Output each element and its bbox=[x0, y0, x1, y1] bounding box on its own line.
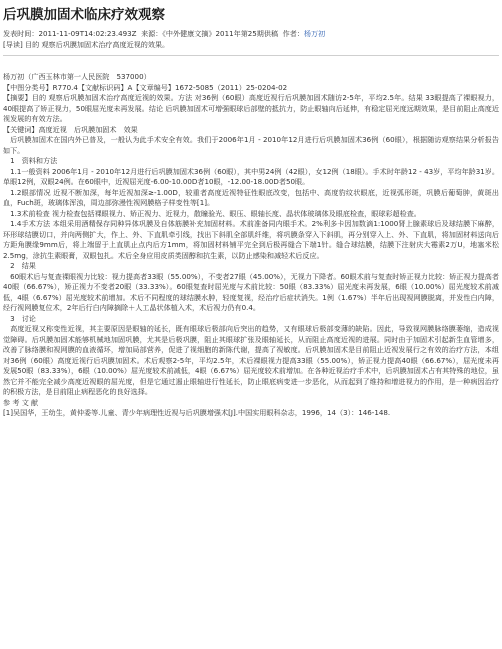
results-paragraph: 60眼术后与复查裸眼视力比较：视力提高者33眼（55.00%），不变者27眼（45.00%），无视力下降者。60眼术前与复查时矫正视力比较：矫正视力提高者40眼（66.67%），矫正视力不变者20眼（33.33%）。60眼复查时屈光度与术前比较：50眼（83.33%）屈光度未再发展，6眼（10.00%）屈光度较术前减低，4眼（6.67%）屈光度较术前增加。术后不同程度的球结膜水肿，轻度复视，经治疗后症状消失。1例（1.67%）半年后出现视网膜脱离，并发性白内障，经行视网膜复位术，2年后行白内障摘除＋人工晶状体植入术，术后视力仍有0.4。 bbox=[3, 271, 499, 312]
article-body bbox=[3, 72, 499, 419]
classification-line: 【中图分类号】R770.4【文献标识码】A【文章编号】1672-5085（2011）25-0204-02 bbox=[3, 82, 288, 92]
section-1-3: 1.3术前检查 视力检查包括裸眼视力、矫正视力、近视力，散瞳验光、眼压、眼轴长度、晶状体玻璃体及眼底检查，眼球彩超检查。 bbox=[10, 208, 421, 218]
author-link[interactable]: 杨万初 bbox=[303, 29, 326, 38]
section-1-1: 1.1一般资料 2006年1月 - 2010年12月进行后巩膜加固术36例（60眼），其中男24例（42眼），女12例（18眼）。手术时年龄12 - 43岁，平均年龄31岁。单眼12例，双眼24例。在60眼中，近视屈光度-6.00-10.00D者10眼，-12.00-18.00D者50眼。 bbox=[3, 166, 499, 186]
header-divider bbox=[3, 55, 499, 56]
article-title: 后巩膜加固术临床疗效观察 bbox=[3, 7, 165, 23]
section-3-title: 3 讨论 bbox=[10, 313, 36, 323]
author-affiliation: 杨万初（广西玉林市第一人民医院 537000） bbox=[3, 72, 151, 81]
publish-time: 2011-11-09T14:02:23.493Z bbox=[38, 29, 137, 38]
section-1-2: 1.2眼部情况 近视不断加深，每年近视加深≥-1.00D，较重者高度近视特征性眼底改变，包括中、高度豹纹状眼底，近视弧形斑，巩膜后葡萄肿，黄斑出血，Fuch斑，玻璃体浑浊，周边部弥漫性视网膜格子样变性等[1]。 bbox=[3, 187, 499, 207]
references-title: 参 考 文 献 bbox=[3, 397, 39, 407]
publish-meta-line bbox=[3, 29, 499, 40]
guide-text: 目的 观察后巩膜加固术治疗高度近视的效果。 bbox=[25, 40, 170, 49]
section-1-title: 1 资料和方法 bbox=[10, 156, 58, 165]
abstract: 【摘要】目的 观察后巩膜加固术治疗高度近视的效果。方法 对36例（60眼）高度近视行后巩膜加固术随访2-5年，平均2.5年。结果 33眼提高了裸眼视力，40眼提高了矫正视力，50眼屈光度未再发展。结论 后巩膜加固术可增强眼球后部壁的抵抗力，防止眼轴向后延伸，有稳定屈光度远期效果，是目前阻止高度近视发展的有效方法。 bbox=[3, 93, 499, 123]
keywords: 【关键词】高度近视 后巩膜加固术 效果 bbox=[3, 124, 138, 134]
source-name: 《中外健康文摘》2011年第25期供稿 bbox=[162, 29, 279, 38]
reference-1: [1]吴国华，王幼生，黄仲委等.儿童、青少年病理性近视与后巩膜增强术[J].中国实用眼科杂志，1996，14（3）：146-148. bbox=[3, 408, 391, 417]
guide-line bbox=[3, 40, 499, 51]
discussion-paragraph: 高度近视又称变性近视，其主要原因是眼轴的延长，既有眼球后极部向后突出的趋势，又有眼球后极部变薄的缺陷。因此，导致视网膜脉络膜萎缩，造成视觉障碍。后巩膜加固术能够机械地加固巩膜，尤其是后极巩膜，阻止其眼球扩张及眼轴延长，从而阻止高度近视的进展。同时由于加固术引起新生血管增多，改善了脉络膜和视网膜的血液循环，增加局部营养，促进了视细胞的新陈代谢，提高了视敏度。后巩膜加固术是目前阻止近视发展行之有效的治疗方法，本组对36例（60眼）高度近视行后巩膜加固术。术后观察2-5年，平均2.5年，术后裸眼视力提高33眼（55.00%），矫正视力提高40眼（66.67%），屈光度未再发展50眼（83.33%），6眼（10.00%）屈光度较术前减低，4眼（6.67%）屈光度较术前增加。在各种近视治疗手术中，后巩膜加固术占有其特殊的地位，虽然它并不能完全减少高度近视眼的屈光度，但是它通过遏止眼轴进行性延长，防止眼底病变进一步恶化，从而起到了维持和增进视力的作用，是一种病因治疗的积极方法，是目前阻止病程恶化的良好选择。 bbox=[3, 324, 499, 396]
intro-paragraph: 后巩膜加固术在国内外已普及，一般认为此手术安全有效。我们于2006年1月 - 2010年12月进行后巩膜加固术36例（60眼），根据随访观察结果分析报告如下。 bbox=[3, 135, 499, 155]
section-2-title: 2 结果 bbox=[10, 261, 36, 270]
publish-time-label: 发表时间： bbox=[3, 29, 39, 38]
source-label: 来源： bbox=[141, 29, 163, 38]
guide-label: [导读] bbox=[3, 40, 23, 49]
author-label: 作者： bbox=[282, 29, 304, 38]
section-1-4: 1.4手术方法 本组采用酒精保存同种异体巩膜及自体筋膜补充加固材料。术前准备同内眼手术。2%利多卡因加数滴1:1000肾上腺素球后及球结膜下麻醉，环形球结膜切口，并向两侧扩大，作上、外、下直肌牵引线，找出下斜肌全部肌纤维，将巩膜条穿入下斜肌，再分别穿入上、外、下直肌，将加固材料送向后方距角膜缘9mm后，将上端留于上直肌止点内后方1mm，将加固材料铺平完全到后极再缝合下端1针。缝合球结膜，结膜下注射庆大霉素2万U，地塞米松2.5mg，涂抗生素眼膏，双眼包扎。术后全身应用皮质类固醇和抗生素，以防止感染和减轻术后反应。 bbox=[3, 219, 499, 260]
